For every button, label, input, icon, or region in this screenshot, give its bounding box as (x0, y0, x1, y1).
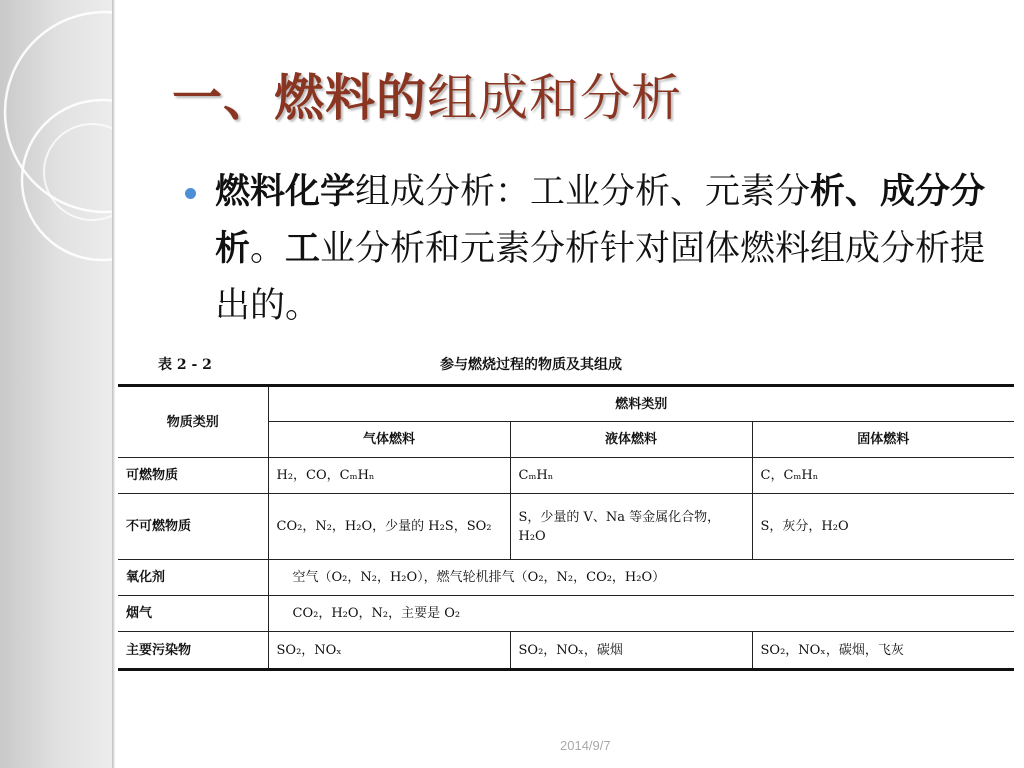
table-caption (118, 348, 1014, 380)
decorative-rings-icon (0, 0, 112, 768)
column-header: 液体燃料 (510, 422, 752, 458)
table-cell: 空气（O₂，N₂，H₂O），燃气轮机排气（O₂，N₂，CO₂，H₂O） (268, 560, 1014, 596)
bullet-text-part4: 。 (250, 229, 286, 269)
table-cell: C，CₘHₙ (752, 458, 1014, 494)
bullet-text-part5: 工 (285, 229, 321, 269)
table-row (118, 560, 1014, 596)
table-caption-number: 表 2 - 2 (158, 357, 212, 373)
sidebar-edge (112, 0, 115, 768)
bullet-text (215, 164, 995, 335)
bullet-text-part1: 燃料化学 (215, 172, 356, 212)
row-label: 烟气 (118, 596, 268, 632)
table-caption-title: 参与燃烧过程的物质及其组成 (440, 357, 622, 373)
table-cell: H₂，CO，CₘHₙ (268, 458, 510, 494)
table-cell: S，灰分，H₂O (752, 494, 1014, 560)
table-row (118, 596, 1014, 632)
column-header: 固体燃料 (752, 422, 1014, 458)
table-cell: CO₂，N₂，H₂O，少量的 H₂S，SO₂ (268, 494, 510, 560)
composition-table (118, 384, 1014, 671)
sidebar-decoration (0, 0, 112, 768)
bullet-icon (185, 188, 196, 199)
table-cell: SO₂，NOₓ，碳烟 (510, 632, 752, 670)
bullet-text-part6: 业分析和元素分析针对固体燃料组成分析提出的。 (215, 229, 986, 326)
table-row (118, 458, 1014, 494)
row-label: 氧化剂 (118, 560, 268, 596)
table-cell: CO₂，H₂O，N₂，主要是 O₂ (268, 596, 1014, 632)
row-label: 可燃物质 (118, 458, 268, 494)
bullet-text-part3: 析、成分分析 (215, 172, 986, 269)
slide-title-bold: 一、燃料的 (172, 69, 427, 127)
table-image (118, 348, 1014, 678)
column-header: 气体燃料 (268, 422, 510, 458)
slide-title-rest: 组成和分析 (427, 69, 682, 127)
table-cell: SO₂，NOₓ (268, 632, 510, 670)
header-row-label: 物质类别 (118, 386, 268, 458)
row-label: 不可燃物质 (118, 494, 268, 560)
footer-date: 2014/9/7 (560, 738, 611, 753)
table-row (118, 386, 1014, 422)
table-cell: S，少量的 V、Na 等金属化合物，H₂O (510, 494, 752, 560)
slide-title (172, 58, 682, 130)
table-cell: SO₂，NOₓ，碳烟，飞灰 (752, 632, 1014, 670)
row-label: 主要污染物 (118, 632, 268, 670)
bullet-text-part2: 组成分析：工业分析、元素分 (355, 172, 811, 212)
table-cell: CₘHₙ (510, 458, 752, 494)
table-row (118, 632, 1014, 670)
header-group: 燃料类别 (268, 386, 1014, 422)
table-row (118, 494, 1014, 560)
